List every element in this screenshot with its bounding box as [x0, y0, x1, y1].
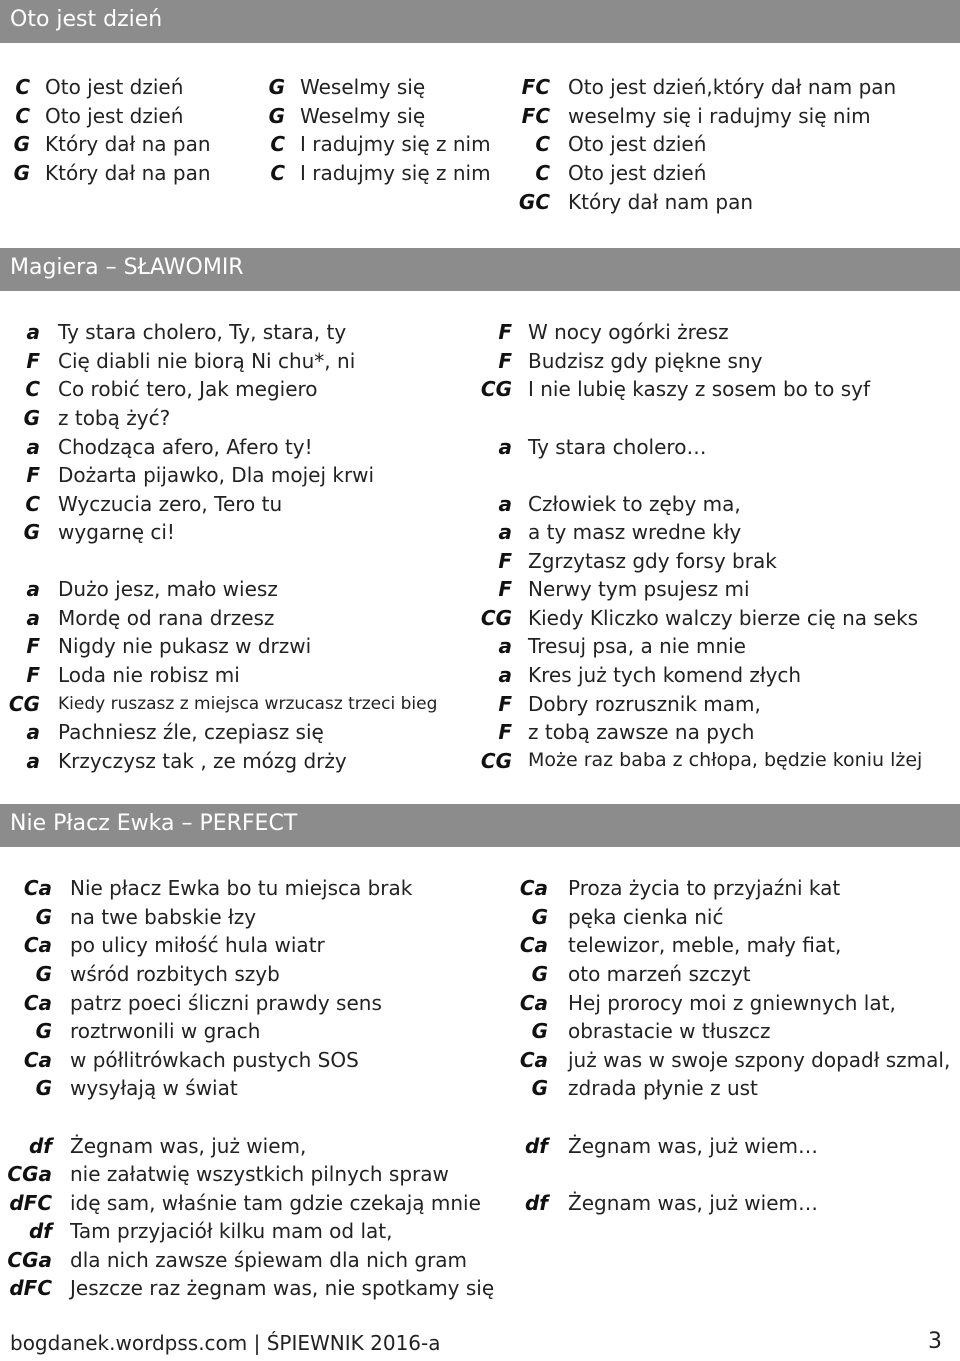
chord: F	[498, 320, 512, 344]
lyric-text: Co robić tero, Jak megiero	[58, 377, 318, 401]
chord: Ca	[23, 1048, 52, 1072]
lyric-text: Wyczucia zero, Tero tu	[58, 492, 283, 516]
lyric-text: nie załatwię wszystkich pilnych spraw	[70, 1162, 449, 1186]
lyric-text: telewizor, meble, mały fiat,	[568, 933, 842, 957]
chord: df	[28, 1134, 52, 1158]
lyric-text: Weselmy się	[300, 75, 426, 99]
lyric-text: Cię diabli nie biorą Ni chu*, ni	[58, 349, 356, 373]
chord: F	[26, 349, 40, 373]
chord: CG	[8, 692, 40, 716]
lyric-text: idę sam, właśnie tam gdzie czekają mnie	[70, 1191, 481, 1215]
lyric-text: wśród rozbitych szyb	[70, 962, 280, 986]
lyric-text: Który dał na pan	[45, 161, 211, 185]
lyric-text: wygarnę ci!	[58, 520, 175, 544]
chord: Ca	[519, 876, 548, 900]
chord: G	[23, 406, 40, 430]
chord: a	[26, 435, 40, 459]
chord: Ca	[519, 933, 548, 957]
lyric-text: weselmy się i radujmy się nim	[568, 104, 871, 128]
section-title: Nie Płacz Ewka – PERFECT	[10, 811, 298, 836]
section-title: Oto jest dzień	[10, 7, 163, 32]
lyric-text: Proza życia to przyjaźni kat	[568, 876, 841, 900]
chord: G	[35, 962, 52, 986]
lyric-text: Kres już tych komend złych	[528, 663, 802, 687]
chord: a	[498, 435, 512, 459]
lyric-text: wysyłają w świat	[70, 1076, 238, 1100]
lyric-text: w półlitrówkach pustych SOS	[70, 1048, 359, 1072]
lyric-text: I radujmy się z nim	[300, 132, 491, 156]
section-header-nie-placz-ewka	[0, 804, 960, 847]
lyric-text: Tresuj psa, a nie mnie	[528, 634, 746, 658]
lyric-text: Który dał na pan	[45, 132, 211, 156]
chord: F	[498, 349, 512, 373]
chord: F	[498, 549, 512, 573]
chord: a	[498, 520, 512, 544]
chord: F	[498, 692, 512, 716]
lyric-text: z tobą żyć?	[58, 406, 171, 430]
lyric-text: z tobą zawsze na pych	[528, 720, 755, 744]
lyric-text: zdrada płynie z ust	[568, 1076, 758, 1100]
lyric-text: Loda nie robisz mi	[58, 663, 240, 687]
page-number: 3	[928, 1329, 942, 1354]
chord: C	[270, 161, 285, 185]
chord: FC	[521, 75, 550, 99]
chord: Ca	[519, 991, 548, 1015]
lyric-text: już was w swoje szpony dopadł szmal,	[568, 1048, 951, 1072]
chord: G	[35, 905, 52, 929]
chord: a	[498, 634, 512, 658]
lyric-text: Ty stara cholero, Ty, stara, ty	[58, 320, 347, 344]
lyric-text: Nigdy nie pukasz w drzwi	[58, 634, 312, 658]
chord: F	[26, 463, 40, 487]
chord: F	[26, 663, 40, 687]
lyric-text: Budzisz gdy piękne sny	[528, 349, 763, 373]
lyric-text: Hej prorocy moi z gniewnych lat,	[568, 991, 896, 1015]
lyric-text: Chodząca afero, Afero ty!	[58, 435, 313, 459]
chord: a	[498, 663, 512, 687]
section-header-magiera	[0, 248, 960, 291]
chord: G	[531, 905, 548, 929]
chord: G	[35, 1019, 52, 1043]
section-header-oto-jest-dzien	[0, 0, 960, 43]
lyric-text: po ulicy miłość hula wiatr	[70, 933, 325, 957]
chord: dFC	[9, 1191, 52, 1215]
lyric-text: roztrwonili w grach	[70, 1019, 261, 1043]
chord: Ca	[23, 876, 52, 900]
lyric-text: Żegnam was, już wiem…	[568, 1191, 819, 1215]
lyric-text: Oto jest dzień	[568, 161, 707, 185]
chord: C	[15, 104, 30, 128]
chord: CGa	[7, 1248, 52, 1272]
chord: a	[498, 492, 512, 516]
lyric-text: Zgrzytasz gdy forsy brak	[528, 549, 777, 573]
chord: F	[498, 720, 512, 744]
lyric-text: Jeszcze raz żegnam was, nie spotkamy się	[70, 1276, 495, 1300]
chord: G	[268, 75, 285, 99]
chord: G	[531, 1019, 548, 1043]
chord: CGa	[7, 1162, 52, 1186]
chord: C	[25, 377, 40, 401]
lyric-text: I nie lubię kaszy z sosem bo to syf	[528, 377, 870, 401]
chord: F	[498, 577, 512, 601]
chord: Ca	[23, 991, 52, 1015]
lyric-text: Pachniesz źle, czepiasz się	[58, 720, 324, 744]
lyric-text: Tam przyjaciół kilku mam od lat,	[70, 1219, 393, 1243]
lyric-text: Nerwy tym psujesz mi	[528, 577, 750, 601]
lyric-text: Mordę od rana drzesz	[58, 606, 275, 630]
lyric-text: I radujmy się z nim	[300, 161, 491, 185]
lyric-text: Ty stara cholero…	[528, 435, 707, 459]
chord: a	[26, 320, 40, 344]
lyric-text: na twe babskie łzy	[70, 905, 257, 929]
section-title: Magiera – SŁAWOMIR	[10, 255, 244, 280]
lyric-text: Weselmy się	[300, 104, 426, 128]
chord: FC	[521, 104, 550, 128]
lyric-text: Dożarta pijawko, Dla mojej krwi	[58, 463, 375, 487]
chord: Ca	[519, 1048, 548, 1072]
lyric-text: pęka cienka nić	[568, 905, 724, 929]
chord: df	[524, 1191, 548, 1215]
chord: G	[35, 1076, 52, 1100]
chord: G	[531, 962, 548, 986]
chord: CG	[480, 377, 512, 401]
chord: CG	[480, 749, 512, 773]
lyric-text: Nie płacz Ewka bo tu miejsca brak	[70, 876, 413, 900]
chord: G	[268, 104, 285, 128]
lyric-text: Kiedy Kliczko walczy bierze cię na seks	[528, 606, 919, 630]
chord: a	[26, 577, 40, 601]
lyric-text: Krzyczysz tak , ze mózg drży	[58, 749, 347, 773]
chord: G	[13, 132, 30, 156]
chord: a	[26, 606, 40, 630]
chord: df	[524, 1134, 548, 1158]
chord: C	[535, 161, 550, 185]
lyric-text: Kiedy ruszasz z miejsca wrzucasz trzeci bieg	[58, 694, 438, 714]
chord: C	[25, 492, 40, 516]
chord: G	[13, 161, 30, 185]
footer-source: bogdanek.wordpss.com | ŚPIEWNIK 2016-a	[10, 1331, 441, 1355]
lyric-text: dla nich zawsze śpiewam dla nich gram	[70, 1248, 468, 1272]
lyric-text: Oto jest dzień	[45, 104, 184, 128]
lyric-text: Żegnam was, już wiem,	[70, 1134, 307, 1158]
chord: C	[15, 75, 30, 99]
chord: C	[535, 132, 550, 156]
lyric-text: Żegnam was, już wiem…	[568, 1134, 819, 1158]
chord: CG	[480, 606, 512, 630]
lyric-text: obrastacie w tłuszcz	[568, 1019, 771, 1043]
lyric-text: Dobry rozrusznik mam,	[528, 692, 761, 716]
lyric-text: Oto jest dzień	[568, 132, 707, 156]
chord: Ca	[23, 933, 52, 957]
chord: GC	[518, 190, 550, 214]
chord: a	[26, 749, 40, 773]
lyric-text: Dużo jesz, mało wiesz	[58, 577, 278, 601]
chord: a	[26, 720, 40, 744]
chord: dFC	[9, 1276, 52, 1300]
chord: df	[28, 1219, 52, 1243]
lyric-text: Oto jest dzień,który dał nam pan	[568, 75, 897, 99]
lyric-text: Człowiek to zęby ma,	[528, 492, 741, 516]
lyric-text: W nocy ogórki żresz	[528, 320, 729, 344]
lyric-text: patrz poeci śliczni prawdy sens	[70, 991, 382, 1015]
chord: G	[531, 1076, 548, 1100]
lyric-text: a ty masz wredne kły	[528, 520, 742, 544]
chord: C	[270, 132, 285, 156]
lyric-text: oto marzeń szczyt	[568, 962, 751, 986]
lyric-text: Który dał nam pan	[568, 190, 753, 214]
chord: G	[23, 520, 40, 544]
lyric-text: Może raz baba z chłopa, będzie koniu lżej	[528, 749, 923, 771]
chord: F	[26, 634, 40, 658]
lyric-text: Oto jest dzień	[45, 75, 184, 99]
